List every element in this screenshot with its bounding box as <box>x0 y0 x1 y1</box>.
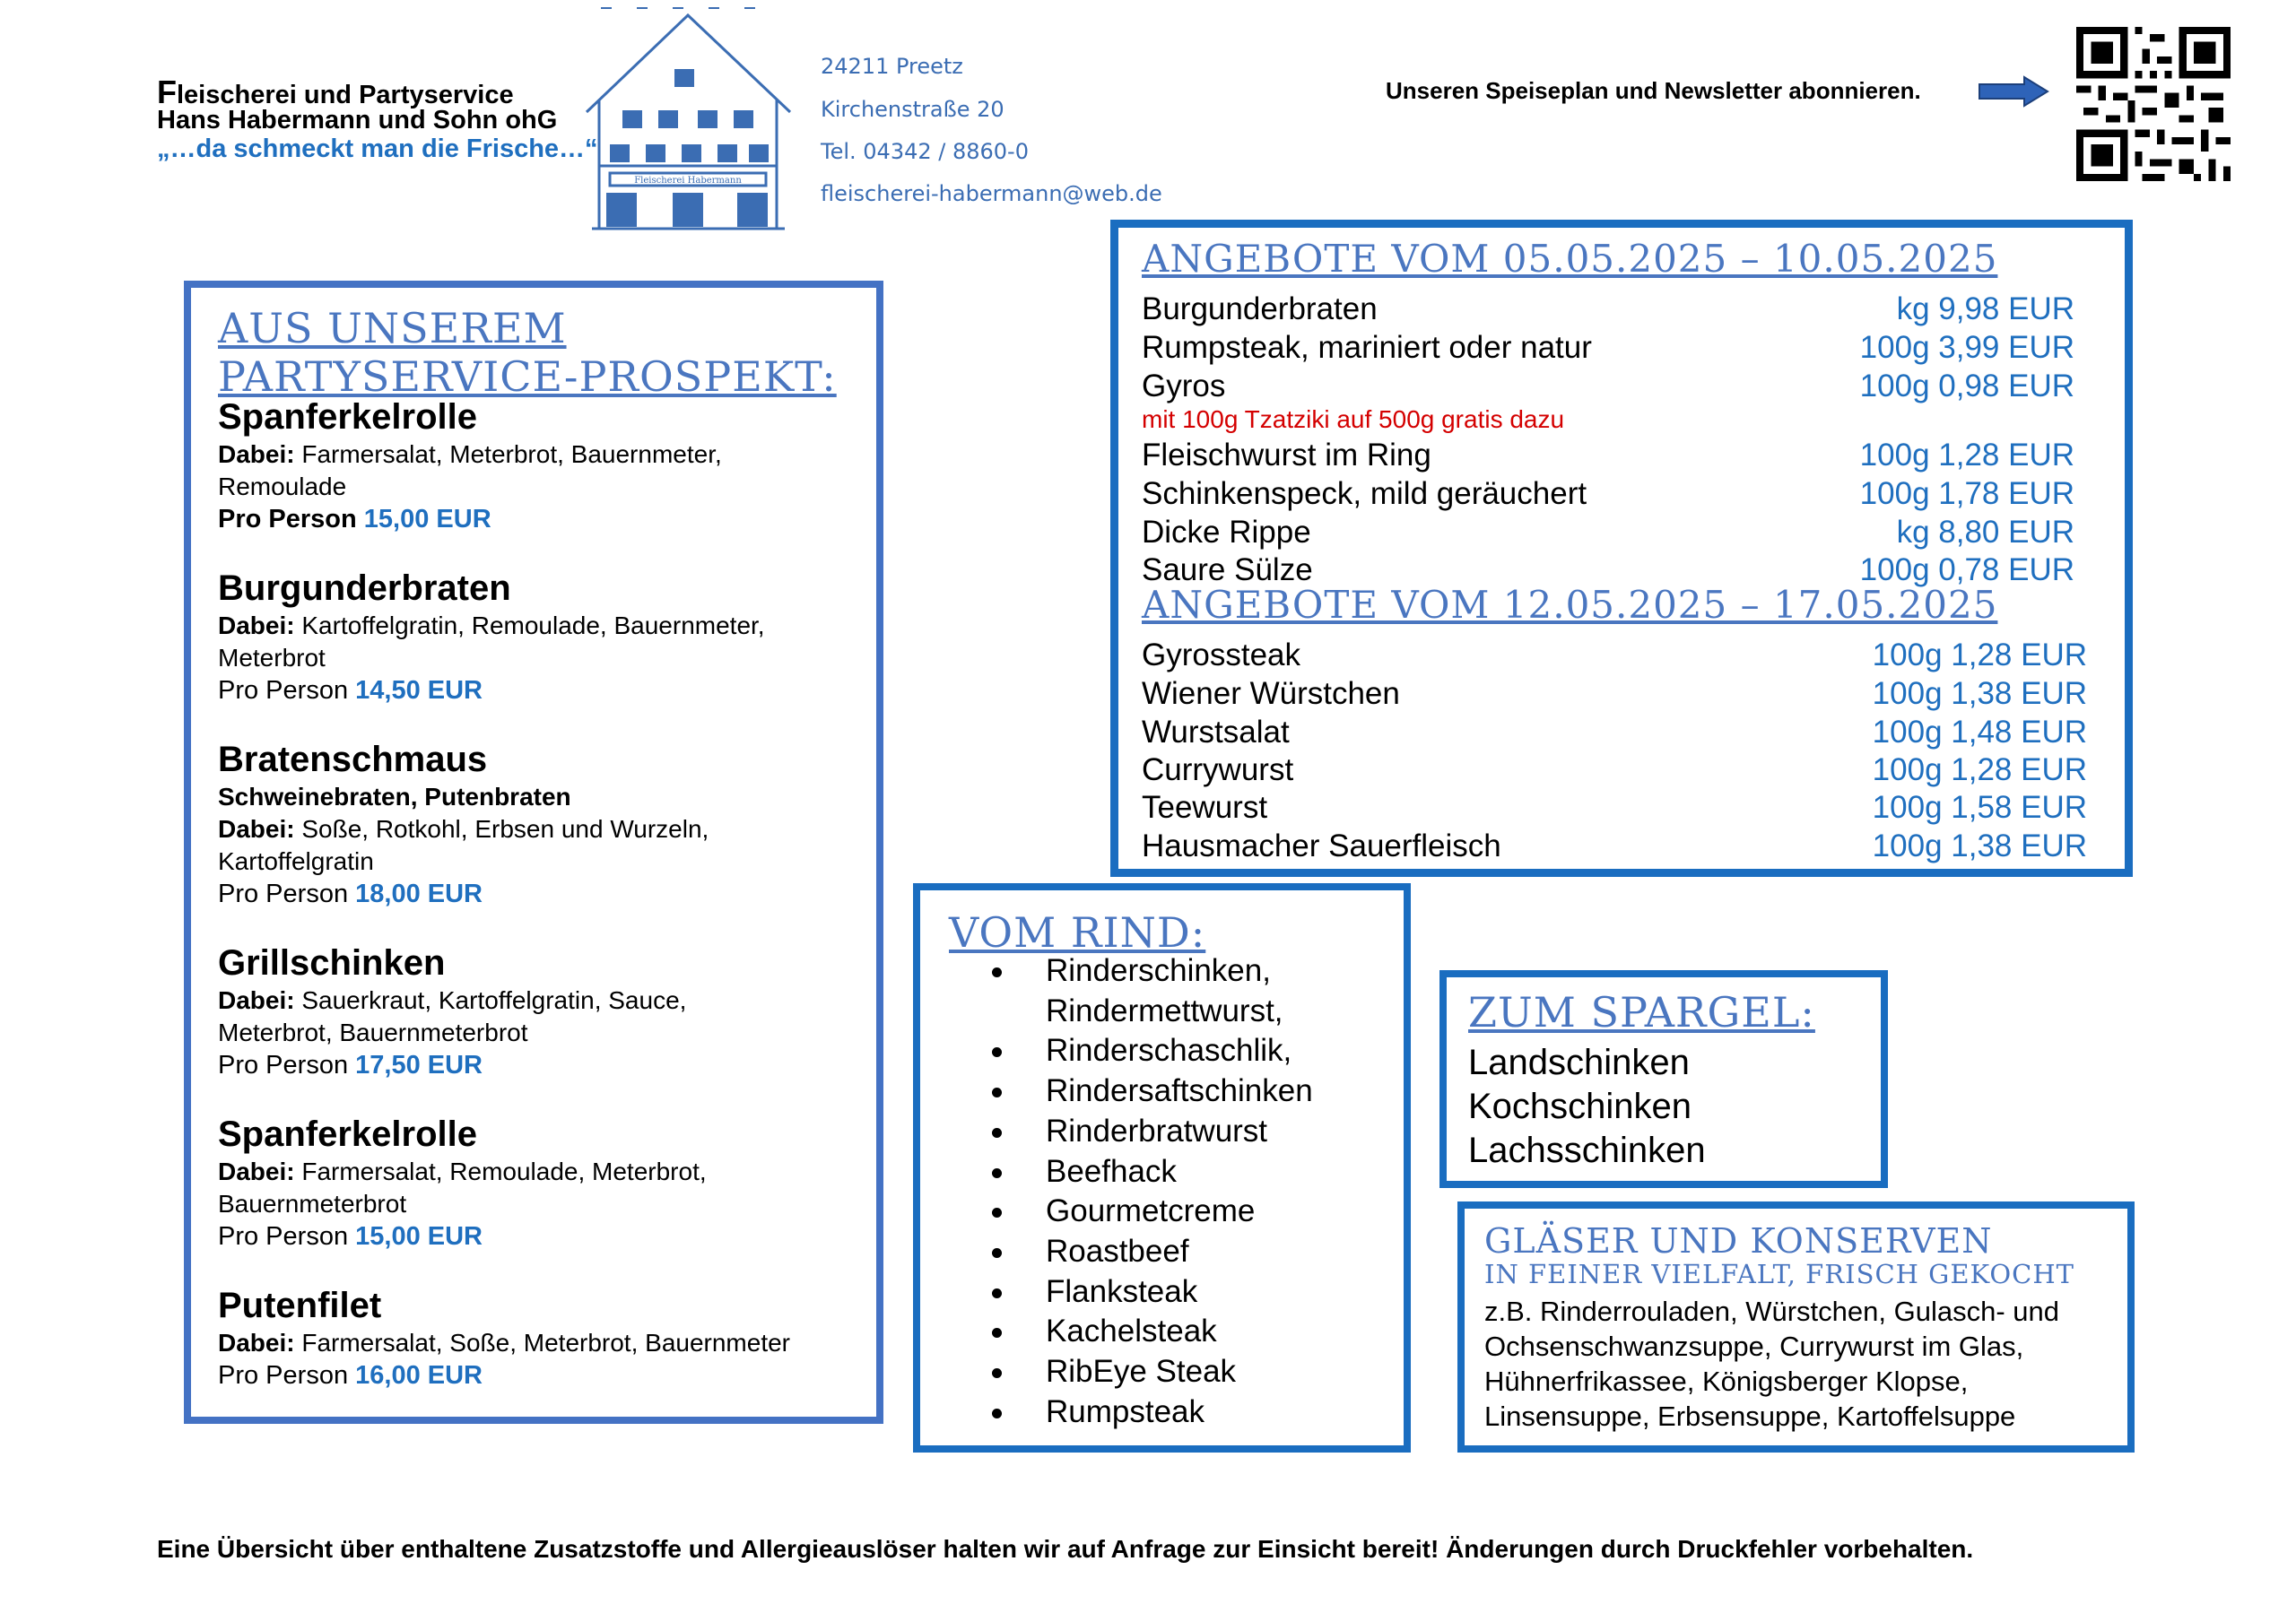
party-item-dabei: Farmersalat, Meterbrot, Bauernmeter, <box>294 440 722 468</box>
footer-note: Eine Übersicht über enthaltene Zusatzstoffe und Allergieauslöser halten wir auf Anfrage zur Einsicht bereit! Änderungen durch Druckfehler vorbehalten. <box>157 1535 1974 1563</box>
rind-title: VOM RIND: <box>949 908 1206 957</box>
offer-name: Saure Sülze <box>1142 552 1313 587</box>
party-item-dabei-label: Dabei: <box>218 440 295 468</box>
party-item-dabei-label: Dabei: <box>218 1158 295 1185</box>
party-item-dabei-cont: Remoulade <box>218 473 347 500</box>
party-item-dabei: Soße, Rotkohl, Erbsen und Wurzeln, <box>294 815 709 843</box>
party-item <box>218 1284 864 1392</box>
party-item-dabei-label: Dabei: <box>218 986 295 1014</box>
offer-row <box>1142 368 2074 405</box>
party-item-dabei: Sauerkraut, Kartoffelgratin, Sauce, <box>294 986 687 1014</box>
offer-price: 100g 3,99 EUR <box>1859 330 2074 365</box>
offer-row <box>1142 291 2074 328</box>
party-item-price-label: Pro Person <box>218 1361 349 1390</box>
gyros-note: mit 100g Tzatziki auf 500g gratis dazu <box>1142 405 1565 433</box>
party-item <box>218 395 864 535</box>
arrow-right-icon <box>1978 75 2049 108</box>
list-item: RibEye Steak <box>992 1352 1313 1392</box>
list-item: Rumpsteak <box>992 1392 1313 1433</box>
party-item-dabei: Farmersalat, Remoulade, Meterbrot, <box>294 1158 707 1185</box>
list-item: Rinderbratwurst <box>992 1112 1313 1152</box>
offer-name: Gyrossteak <box>1142 638 1300 672</box>
offers-week1-title: ANGEBOTE VOM 05.05.2025 – 10.05.2025 <box>1142 237 1998 281</box>
party-item-price: 16,00 EUR <box>355 1361 483 1390</box>
glas-subtitle: IN FEINER VIELFALT, FRISCH GEKOCHT <box>1484 1259 2074 1289</box>
list-item: Flanksteak <box>992 1272 1313 1313</box>
partyservice-title-line1: AUS UNSEREM <box>218 304 567 352</box>
offer-row <box>1142 675 2087 713</box>
offers-box <box>1110 220 2133 877</box>
list-item: Rinderschaschlik, <box>992 1031 1313 1071</box>
party-item-price: 15,00 EUR <box>363 505 491 533</box>
offer-price: 100g 1,48 EUR <box>1872 715 2087 750</box>
offer-price: 100g 0,78 EUR <box>1859 552 2074 587</box>
party-item <box>218 1113 864 1253</box>
party-item-extra: Schweinebraten, Putenbraten <box>218 783 571 811</box>
offer-name: Hausmacher Sauerfleisch <box>1142 828 1501 863</box>
offer-name: Burgunderbraten <box>1142 291 1378 326</box>
offer-price: 100g 1,38 EUR <box>1872 828 2087 863</box>
party-item-name: Spanferkelrolle <box>218 397 478 437</box>
company-initial: F <box>157 74 177 110</box>
address-postcode: 24211 Preetz <box>821 54 963 79</box>
party-item-dabei-label: Dabei: <box>218 612 295 639</box>
party-item-price-label: Pro Person <box>218 676 349 705</box>
offer-name: Teewurst <box>1142 790 1268 825</box>
offer-price: 100g 1,58 EUR <box>1872 790 2087 825</box>
address-street: Kirchenstraße 20 <box>821 97 1004 122</box>
party-item-name: Grillschinken <box>218 943 446 983</box>
offer-price: kg 8,80 EUR <box>1896 515 2074 550</box>
list-item: Kachelsteak <box>992 1312 1313 1352</box>
partyservice-title-line2: PARTYSERVICE-PROSPEKT: <box>218 352 837 401</box>
party-item-name: Burgunderbraten <box>218 568 511 608</box>
party-item-price-label: Pro Person <box>218 880 349 908</box>
list-item: Roastbeef <box>992 1232 1313 1272</box>
rind-box <box>913 883 1411 1453</box>
house-logo <box>583 4 794 233</box>
offer-row <box>1142 828 2087 865</box>
offer-price: 100g 1,28 EUR <box>1872 638 2087 672</box>
party-item <box>218 941 864 1081</box>
offer-row <box>1142 789 2087 827</box>
offer-name: Schinkenspeck, mild geräuchert <box>1142 476 1587 511</box>
offer-row <box>1142 514 2074 551</box>
party-item-name: Spanferkelrolle <box>218 1115 478 1154</box>
offer-name: Gyros <box>1142 369 1226 403</box>
offer-row <box>1142 437 2074 474</box>
offer-row <box>1142 329 2074 367</box>
company-owner: Hans Habermann und Sohn ohG <box>157 106 558 134</box>
party-item-price: 15,00 EUR <box>355 1222 483 1251</box>
rind-list <box>992 951 1313 1432</box>
party-item-dabei-cont: Bauernmeterbrot <box>218 1190 407 1218</box>
party-item-name: Bratenschmaus <box>218 740 488 779</box>
spargel-box <box>1439 970 1888 1188</box>
partyservice-title <box>218 304 846 401</box>
qr-code[interactable] <box>2076 27 2231 181</box>
glas-box <box>1457 1201 2135 1453</box>
address-email[interactable]: fleischerei-habermann@web.de <box>821 181 1162 206</box>
spargel-item: Landschinken <box>1468 1043 1690 1082</box>
party-item-dabei-label: Dabei: <box>218 815 295 843</box>
party-item-dabei-cont: Meterbrot, Bauernmeterbrot <box>218 1019 528 1046</box>
offer-name: Dicke Rippe <box>1142 515 1311 550</box>
offer-price: 100g 1,78 EUR <box>1859 476 2074 511</box>
glas-title: GLÄSER UND KONSERVEN <box>1484 1221 1993 1261</box>
offer-price: 100g 1,38 EUR <box>1872 676 2087 711</box>
offer-name: Fleischwurst im Ring <box>1142 438 1431 473</box>
partyservice-box <box>184 281 883 1424</box>
spargel-item: Kochschinken <box>1468 1087 1692 1126</box>
offer-price: 100g 1,28 EUR <box>1859 438 2074 473</box>
offer-name: Rumpsteak, mariniert oder natur <box>1142 330 1592 365</box>
list-item: Rindersaftschinken <box>992 1071 1313 1112</box>
party-item-price: 18,00 EUR <box>355 880 483 908</box>
party-item <box>218 567 864 707</box>
offer-row <box>1142 637 2087 674</box>
offer-row <box>1142 475 2074 513</box>
slogan: „…da schmeckt man die Frische…“ <box>157 134 598 163</box>
offer-row <box>1142 751 2087 789</box>
party-item-dabei-label: Dabei: <box>218 1329 295 1357</box>
party-item-price: 17,50 EUR <box>355 1051 483 1080</box>
party-item-dabei: Farmersalat, Soße, Meterbrot, Bauernmeter <box>294 1329 791 1357</box>
spargel-title: ZUM SPARGEL: <box>1468 988 1815 1037</box>
offer-name: Currywurst <box>1142 752 1294 787</box>
party-item-dabei-cont: Meterbrot <box>218 644 326 672</box>
offers-week2-title: ANGEBOTE VOM 12.05.2025 – 17.05.2025 <box>1142 583 1998 627</box>
offer-row <box>1142 714 2087 751</box>
list-item: Rindermettwurst, <box>1046 993 1283 1028</box>
party-item-dabei-cont: Kartoffelgratin <box>218 847 374 875</box>
address-phone: Tel. 04342 / 8860-0 <box>821 139 1029 164</box>
party-item-price-label: Pro Person <box>218 1051 349 1080</box>
spargel-item: Lachsschinken <box>1468 1131 1706 1170</box>
glas-text: z.B. Rinderrouladen, Würstchen, Gulasch- und Ochsenschwanzsuppe, Currywurst im Glas, Hühnerfrikassee, Königsberger Klopse, Linsensuppe, Erbsensuppe, Kartoffelsuppe <box>1484 1296 2059 1432</box>
company-name-rest: leischerei und Partyservice <box>177 81 514 109</box>
offer-name: Wurstsalat <box>1142 715 1290 750</box>
house-sign: Fleischerei Habermann <box>634 176 742 186</box>
offer-price: kg 9,98 EUR <box>1896 291 2074 326</box>
party-item <box>218 738 864 910</box>
party-item-name: Putenfilet <box>218 1286 382 1325</box>
offer-price: 100g 1,28 EUR <box>1872 752 2087 787</box>
list-item: Rinderschinken, <box>992 951 1313 992</box>
offer-name: Wiener Würstchen <box>1142 676 1400 711</box>
list-item: Gourmetcreme <box>992 1192 1313 1232</box>
offer-price: 100g 0,98 EUR <box>1859 369 2074 403</box>
party-item-price: 14,50 EUR <box>355 676 483 705</box>
party-item-price-label: Pro Person <box>218 1222 349 1251</box>
newsletter-text: Unseren Speiseplan und Newsletter abonnieren. <box>1386 77 1921 104</box>
party-item-price-label: Pro Person <box>218 505 357 533</box>
party-item-dabei: Kartoffelgratin, Remoulade, Bauernmeter, <box>294 612 765 639</box>
list-item: Beefhack <box>992 1152 1313 1193</box>
